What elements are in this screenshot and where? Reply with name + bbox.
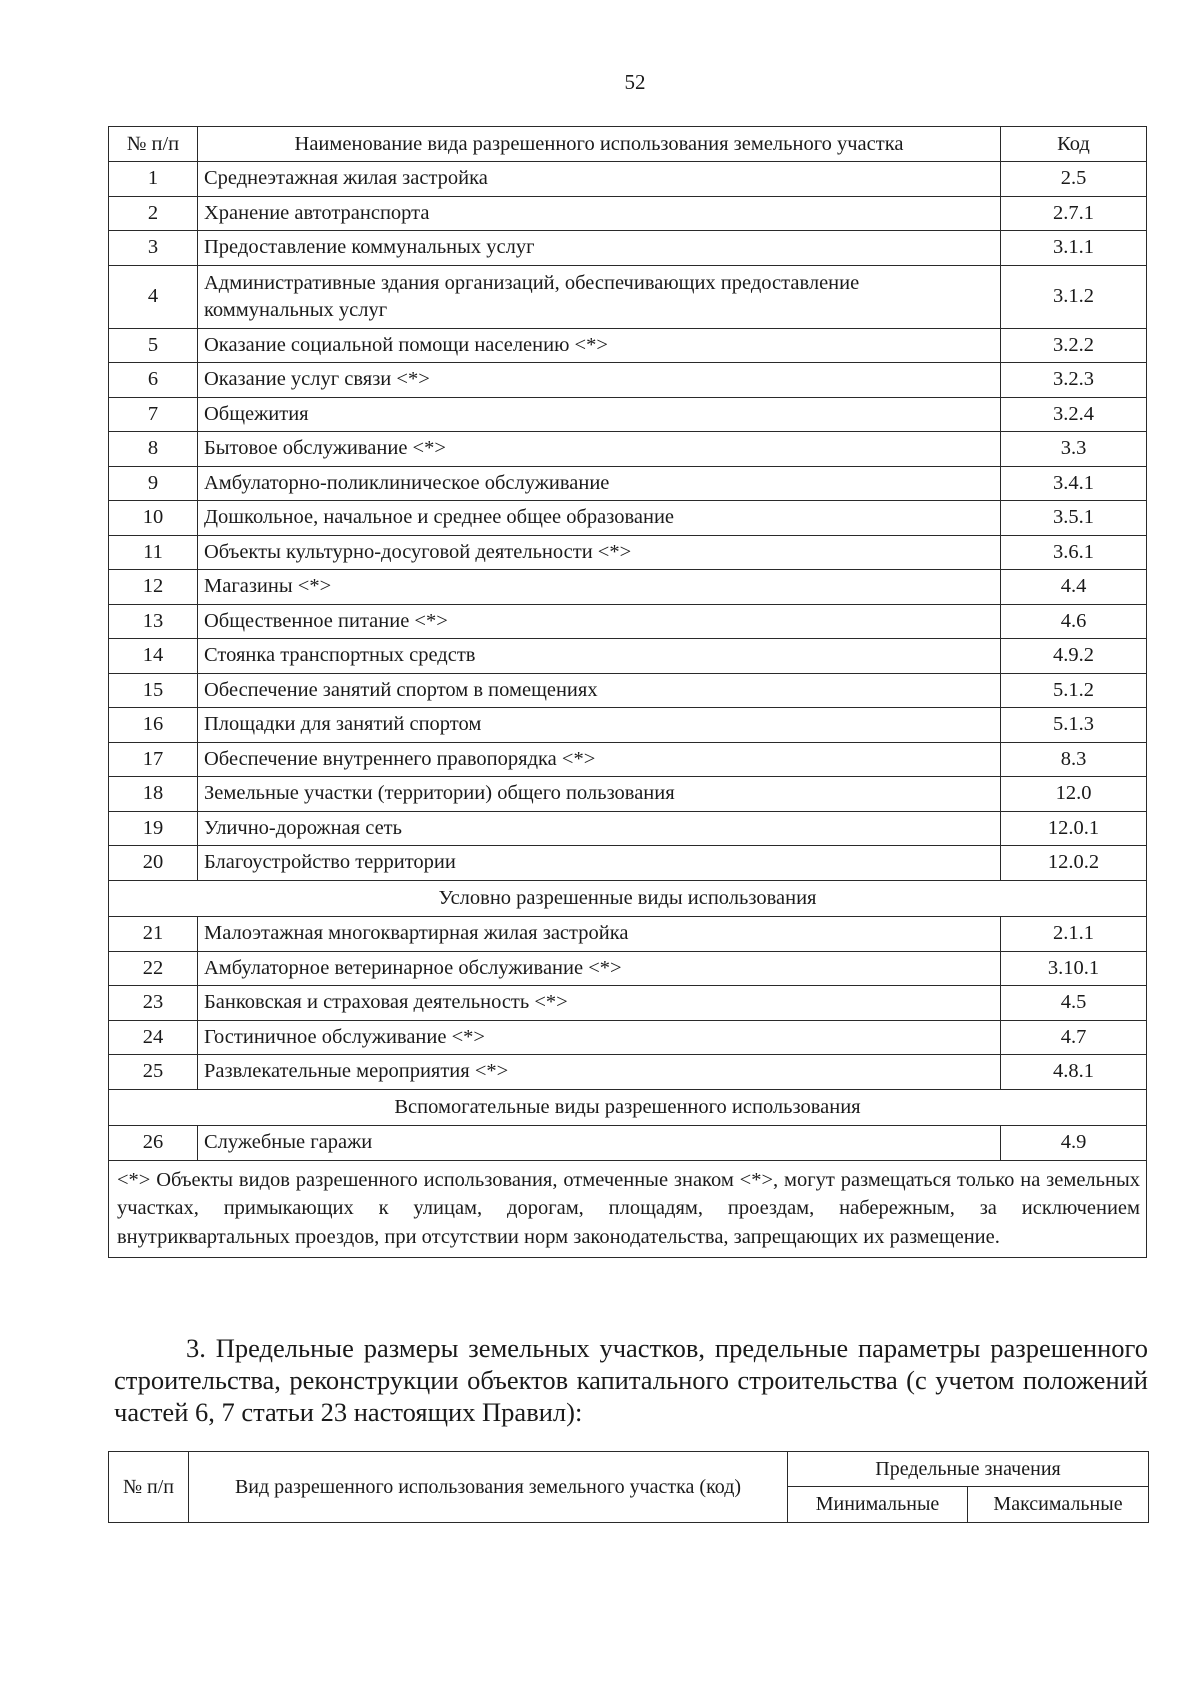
table-row	[109, 196, 1147, 231]
section-paragraph: 3. Предельные размеры земельных участков, предельные параметры разрешенного строительства, реконструкции объектов капитального строительства (с учетом положений частей 6, 7 статьи 23 настоящих Правил):	[114, 1333, 1148, 1427]
row-code: 3.2.4	[1001, 397, 1147, 432]
row-code: 2.5	[1001, 162, 1147, 197]
row-code: 3.2.3	[1001, 363, 1147, 398]
row-use-name: Стоянка транспортных средств	[198, 639, 1001, 674]
table-row	[109, 231, 1147, 266]
table-header-row	[109, 127, 1147, 162]
header-name: Наименование вида разрешенного использования земельного участка	[198, 127, 1001, 162]
header-code: Код	[1001, 127, 1147, 162]
table-row	[109, 846, 1147, 881]
row-code: 4.9	[1001, 1126, 1147, 1161]
row-number: 24	[109, 1020, 198, 1055]
row-use-name: Общежития	[198, 397, 1001, 432]
row-number: 10	[109, 501, 198, 536]
table-row	[109, 1020, 1147, 1055]
table-row	[109, 951, 1147, 986]
table-row	[109, 501, 1147, 536]
row-number: 4	[109, 265, 198, 328]
row-number: 22	[109, 951, 198, 986]
row-code: 4.5	[1001, 986, 1147, 1021]
table-row	[109, 917, 1147, 952]
row-number: 17	[109, 742, 198, 777]
table-row	[109, 708, 1147, 743]
row-code: 12.0	[1001, 777, 1147, 812]
row-code: 3.10.1	[1001, 951, 1147, 986]
row-code: 4.9.2	[1001, 639, 1147, 674]
row-number: 11	[109, 535, 198, 570]
row-number: 25	[109, 1055, 198, 1090]
row-use-name: Малоэтажная многоквартирная жилая застройка	[198, 917, 1001, 952]
table-row	[109, 742, 1147, 777]
row-use-name: Административные здания организаций, обеспечивающих предоставление коммунальных услуг	[198, 265, 1001, 328]
row-use-name: Дошкольное, начальное и среднее общее образование	[198, 501, 1001, 536]
row-number: 12	[109, 570, 198, 605]
limits-table	[108, 1451, 1149, 1523]
row-number: 5	[109, 328, 198, 363]
row-number: 14	[109, 639, 198, 674]
row-use-name: Оказание услуг связи <*>	[198, 363, 1001, 398]
limits-header-type: Вид разрешенного использования земельного участка (код)	[189, 1452, 788, 1523]
row-number: 15	[109, 673, 198, 708]
row-use-name: Объекты культурно-досуговой деятельности <*>	[198, 535, 1001, 570]
limits-header-num: № п/п	[109, 1452, 189, 1523]
table-row	[109, 673, 1147, 708]
row-number: 20	[109, 846, 198, 881]
conditional-section-row	[109, 880, 1147, 917]
row-code: 4.8.1	[1001, 1055, 1147, 1090]
row-code: 2.7.1	[1001, 196, 1147, 231]
row-use-name: Общественное питание <*>	[198, 604, 1001, 639]
row-use-name: Оказание социальной помощи населению <*>	[198, 328, 1001, 363]
row-use-name: Развлекательные мероприятия <*>	[198, 1055, 1001, 1090]
row-number: 23	[109, 986, 198, 1021]
row-use-name: Обеспечение занятий спортом в помещениях	[198, 673, 1001, 708]
limits-header-max: Максимальные	[968, 1487, 1149, 1523]
permitted-uses-table	[108, 126, 1147, 1258]
row-use-name: Площадки для занятий спортом	[198, 708, 1001, 743]
row-use-name: Гостиничное обслуживание <*>	[198, 1020, 1001, 1055]
row-code: 3.1.1	[1001, 231, 1147, 266]
row-code: 12.0.1	[1001, 811, 1147, 846]
row-use-name: Амбулаторное ветеринарное обслуживание <*>	[198, 951, 1001, 986]
row-number: 2	[109, 196, 198, 231]
row-use-name: Благоустройство территории	[198, 846, 1001, 881]
table-row	[109, 363, 1147, 398]
table-row	[109, 777, 1147, 812]
table-row	[109, 535, 1147, 570]
row-code: 4.4	[1001, 570, 1147, 605]
table-row	[109, 328, 1147, 363]
conditional-section-title: Условно разрешенные виды использования	[109, 880, 1147, 917]
row-use-name: Хранение автотранспорта	[198, 196, 1001, 231]
row-number: 6	[109, 363, 198, 398]
row-use-name: Улично-дорожная сеть	[198, 811, 1001, 846]
row-code: 3.4.1	[1001, 466, 1147, 501]
table-row	[109, 639, 1147, 674]
row-number: 8	[109, 432, 198, 467]
table-row	[109, 604, 1147, 639]
row-use-name: Банковская и страховая деятельность <*>	[198, 986, 1001, 1021]
row-number: 18	[109, 777, 198, 812]
row-code: 3.6.1	[1001, 535, 1147, 570]
page-number: 52	[624, 70, 646, 94]
auxiliary-section-title: Вспомогательные виды разрешенного использования	[109, 1089, 1147, 1126]
table-row	[109, 1126, 1147, 1161]
footnote: <*> Объекты видов разрешенного использования, отмеченные знаком <*>, могут размещаться только на земельных участках, примыкающих к улицам, дорогам, площадям, проездам, набережным, за исключением внутриквартальных проездов, при отсутствии норм законодательства, запрещающих их размещение.	[109, 1160, 1147, 1258]
header-num: № п/п	[109, 127, 198, 162]
row-code: 2.1.1	[1001, 917, 1147, 952]
table-row	[109, 265, 1147, 328]
row-use-name: Земельные участки (территории) общего пользования	[198, 777, 1001, 812]
row-code: 5.1.3	[1001, 708, 1147, 743]
table-row	[109, 432, 1147, 467]
row-number: 3	[109, 231, 198, 266]
row-number: 19	[109, 811, 198, 846]
row-use-name: Служебные гаражи	[198, 1126, 1001, 1161]
row-code: 3.1.2	[1001, 265, 1147, 328]
row-number: 13	[109, 604, 198, 639]
table-row	[109, 466, 1147, 501]
row-code: 4.6	[1001, 604, 1147, 639]
row-use-name: Магазины <*>	[198, 570, 1001, 605]
row-code: 3.2.2	[1001, 328, 1147, 363]
row-number: 16	[109, 708, 198, 743]
row-number: 9	[109, 466, 198, 501]
table-row	[109, 162, 1147, 197]
table-row	[109, 811, 1147, 846]
table-row	[109, 570, 1147, 605]
row-use-name: Предоставление коммунальных услуг	[198, 231, 1001, 266]
row-use-name: Среднеэтажная жилая застройка	[198, 162, 1001, 197]
footnote-row	[109, 1160, 1147, 1258]
row-code: 8.3	[1001, 742, 1147, 777]
row-use-name: Бытовое обслуживание <*>	[198, 432, 1001, 467]
row-use-name: Амбулаторно-поликлиническое обслуживание	[198, 466, 1001, 501]
auxiliary-section-row	[109, 1089, 1147, 1126]
row-code: 4.7	[1001, 1020, 1147, 1055]
row-number: 26	[109, 1126, 198, 1161]
row-number: 7	[109, 397, 198, 432]
table-row	[109, 986, 1147, 1021]
row-code: 3.3	[1001, 432, 1147, 467]
limits-header-min: Минимальные	[788, 1487, 968, 1523]
row-number: 21	[109, 917, 198, 952]
row-code: 5.1.2	[1001, 673, 1147, 708]
row-code: 12.0.2	[1001, 846, 1147, 881]
table-row	[109, 1055, 1147, 1090]
row-use-name: Обеспечение внутреннего правопорядка <*>	[198, 742, 1001, 777]
limits-header-values: Предельные значения	[788, 1452, 1149, 1487]
row-code: 3.5.1	[1001, 501, 1147, 536]
row-number: 1	[109, 162, 198, 197]
table-row	[109, 397, 1147, 432]
